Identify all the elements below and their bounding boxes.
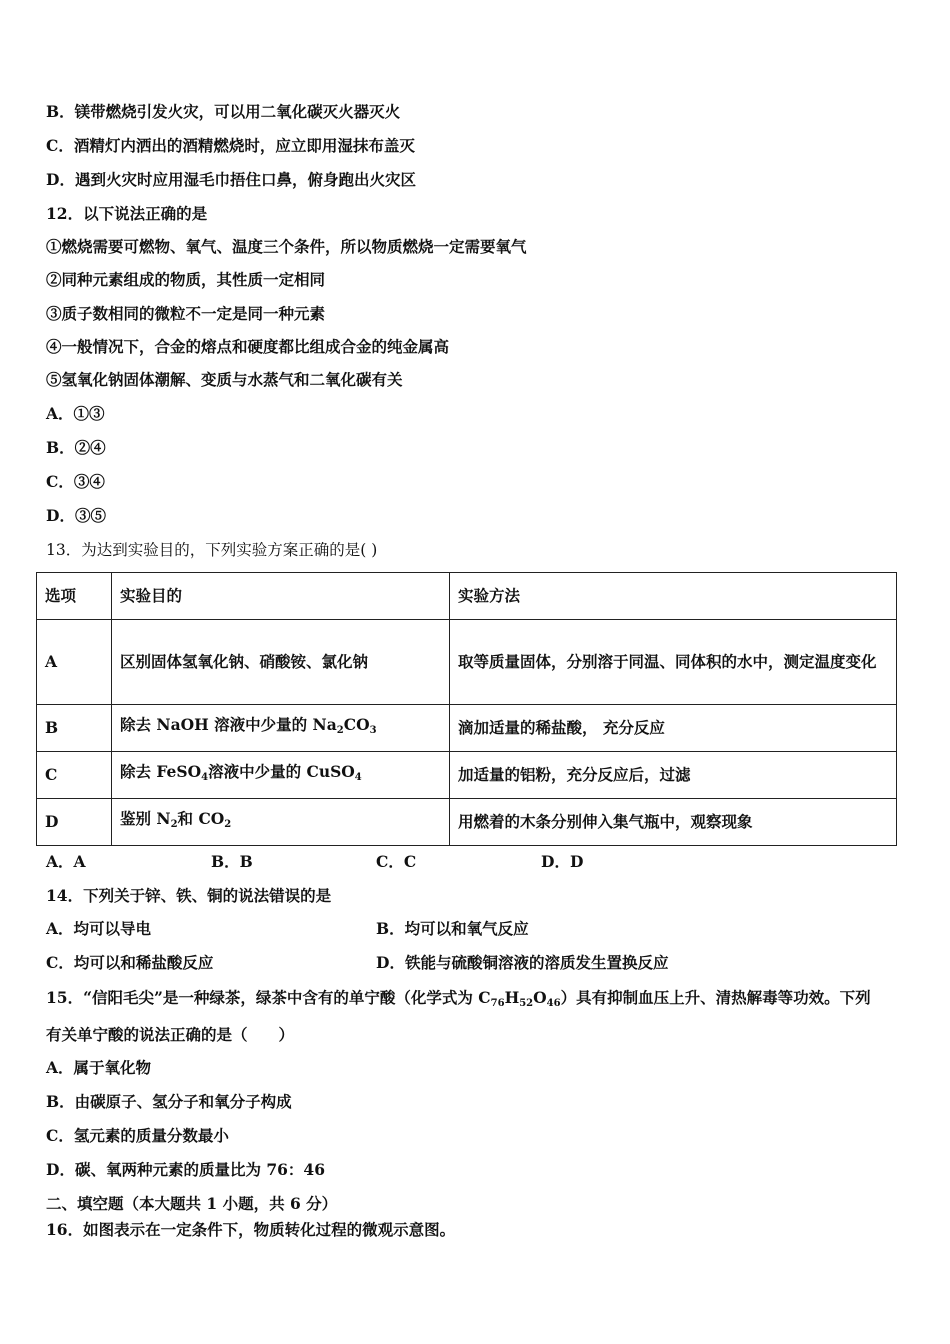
row-a-purpose: 区别固体氢氧化钠、硝酸铵、氯化钠 [112, 620, 450, 705]
table-header-row [37, 573, 897, 620]
row-b-sub-2: 3 [369, 725, 377, 736]
q15-stem-line1 [46, 988, 871, 1014]
row-d-option: D [37, 799, 112, 846]
q12-statement-2: ②同种元素组成的物质，其性质一定相同 [46, 270, 326, 289]
q14-option-d: D．铁能与硫酸铜溶液的溶质发生置换反应 [376, 953, 669, 972]
table-header-method: 实验方法 [450, 573, 897, 620]
table-row [37, 752, 897, 799]
q12-option-b: B．②④ [46, 438, 106, 457]
experiment-table [36, 572, 897, 846]
row-d-purpose-mid: 和 CO [177, 809, 225, 828]
q15-stem-b: ）具有抑制血压上升、清热解毒等功效。下列 [560, 988, 871, 1007]
row-c-purpose [112, 752, 450, 799]
q15-stem-line2: 有关单宁酸的说法正确的是（ ） [46, 1025, 295, 1044]
table-row [37, 799, 897, 846]
table-header-purpose: 实验目的 [112, 573, 450, 620]
q15-h: H [504, 988, 520, 1007]
q12-statement-4: ④一般情况下，合金的熔点和硬度都比组成合金的纯金属高 [46, 337, 450, 356]
row-c-purpose-text: 除去 FeSO [120, 762, 202, 781]
q11-option-d: D．遇到火灾时应用湿毛巾捂住口鼻，俯身跑出火灾区 [46, 170, 416, 189]
row-a-option: A [37, 620, 112, 705]
row-b-purpose [112, 705, 450, 752]
row-c-option: C [37, 752, 112, 799]
q15-sub-h: 52 [519, 998, 534, 1009]
q15-option-b: B．由碳原子、氢分子和氧分子构成 [46, 1092, 292, 1111]
q13-stem: 13．为达到实验目的，下列实验方案正确的是( ) [46, 541, 378, 559]
row-b-option: B [37, 705, 112, 752]
section-2-title: 二、填空题（本大题共 1 小题，共 6 分） [46, 1194, 338, 1213]
q12-statement-1: ①燃烧需要可燃物、氧气、温度三个条件，所以物质燃烧一定需要氧气 [46, 237, 527, 256]
q15-o: O [533, 988, 547, 1007]
row-b-purpose-mid: CO [343, 715, 370, 734]
q13-option-d: D．D [541, 852, 584, 871]
q14-stem: 14．下列关于锌、铁、铜的说法错误的是 [46, 886, 332, 905]
q13-option-c: C．C [376, 852, 417, 871]
q12-option-a: A．①③ [46, 404, 105, 423]
q15-stem-a: 15．“信阳毛尖”是一种绿茶，绿茶中含有的单宁酸（化学式为 C [46, 988, 491, 1007]
q13-option-b: B．B [211, 852, 253, 871]
row-b-method: 滴加适量的稀盐酸， 充分反应 [450, 705, 897, 752]
q11-option-c: C．酒精灯内洒出的酒精燃烧时，应立即用湿抹布盖灭 [46, 136, 415, 155]
row-c-sub-1: 4 [201, 772, 209, 783]
row-d-sub-2: 2 [224, 819, 232, 830]
q15-option-d: D．碳、氧两种元素的质量比为 76：46 [46, 1160, 325, 1179]
q15-sub-o: 46 [546, 998, 561, 1009]
row-b-purpose-text: 除去 NaOH 溶液中少量的 Na [120, 715, 337, 734]
row-d-method: 用燃着的木条分别伸入集气瓶中，观察现象 [450, 799, 897, 846]
q12-option-c: C．③④ [46, 472, 105, 491]
row-c-sub-2: 4 [354, 772, 362, 783]
table-row [37, 705, 897, 752]
row-d-sub-1: 2 [170, 819, 178, 830]
q12-statement-5: ⑤氢氧化钠固体潮解、变质与水蒸气和二氧化碳有关 [46, 370, 403, 389]
q12-option-d: D．③⑤ [46, 506, 106, 525]
q11-option-b: B．镁带燃烧引发火灾，可以用二氧化碳灭火器灭火 [46, 102, 401, 121]
q12-stem: 12．以下说法正确的是 [46, 204, 208, 223]
q15-option-c: C．氢元素的质量分数最小 [46, 1126, 229, 1145]
q12-statement-3: ③质子数相同的微粒不一定是同一种元素 [46, 304, 326, 323]
q14-option-b: B．均可以和氧气反应 [376, 919, 529, 938]
row-a-method: 取等质量固体，分别溶于同温、同体积的水中，测定温度变化 [450, 620, 897, 705]
q16-stem: 16．如图表示在一定条件下，物质转化过程的微观示意图。 [46, 1220, 456, 1239]
table-header-option: 选项 [37, 573, 112, 620]
q13-option-a: A．A [46, 852, 86, 871]
row-c-method: 加适量的铝粉，充分反应后，过滤 [450, 752, 897, 799]
row-b-sub-1: 2 [336, 725, 344, 736]
q14-option-c: C．均可以和稀盐酸反应 [46, 953, 214, 972]
table-row [37, 620, 897, 705]
q15-sub-c: 76 [490, 998, 505, 1009]
row-d-purpose-text: 鉴别 N [120, 809, 171, 828]
row-c-purpose-mid: 溶液中少量的 CuSO [208, 762, 355, 781]
row-d-purpose [112, 799, 450, 846]
q15-option-a: A．属于氧化物 [46, 1058, 152, 1077]
q14-option-a: A．均可以导电 [46, 919, 152, 938]
